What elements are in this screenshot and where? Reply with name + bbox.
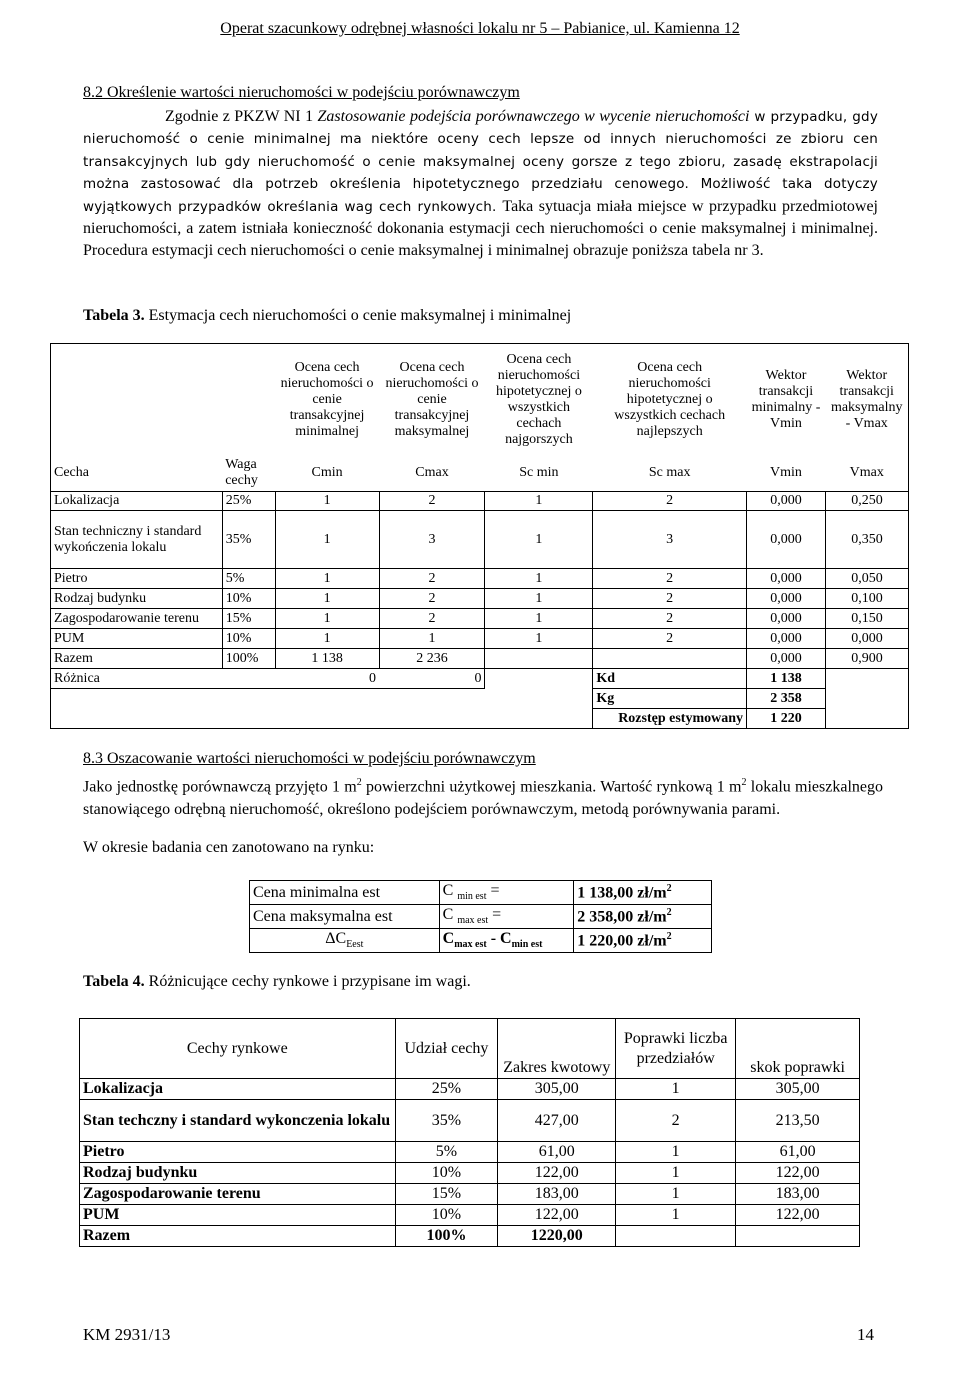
table-row: Rodzaj budynku 10% 1 2 1 2 0,000 0,100: [51, 589, 909, 609]
table-row: Zagospodarowanie terenu 15% 183,00 1 183,00: [80, 1184, 860, 1205]
paragraph-extrapolation: Zgodnie z PKZW NI 1 Zastosowanie podejścia porównawczego w wycenie nieruchomości w przypadku, gdy nieruchomość o cenie minimalnej ma niektóre oceny cech lepsze od innych nieruchomości ze zbioru cen transakcyjnych lub gdy nieruchomość o cenie maksymalnej oceny gorsze z tego zbioru, zasadę ekstrapolacji można zastosować dla potrzeb określenia hipotetycznego przedziału cenowego. Możliwość taka dotyczy wyjątkowych przypadków określania wag cech rynkowych. Taka sytuacja miała miejsce w przypadku przedmiotowej nieruchomości, a zatem istniała konieczność dokonania estymacji cech nieruchomości o cenie maksymalnej i minimalnej. Procedura estymacji cech nieruchomości o cenie maksymalnej i minimalnej obrazuje poniższa tabela nr 3.: [83, 108, 879, 260]
table-row: PUM 10% 122,00 1 122,00: [80, 1205, 860, 1226]
table-4-caption: Tabela 4. Różnicujące cechy rynkowe i przypisane im wagi.: [83, 973, 471, 990]
table-row-kg: Kg 2 358: [51, 689, 909, 709]
paragraph-unit: Jako jednostkę porównawczą przyjęto 1 $m^2$ powierzchni użytkowej mieszkania. Wartość rynkową 1 $m^2$ lokalu mieszkalnego stanowiącego odrębną nieruchomość, określono podejściem porównawczym, metodą porównywania parami.: [83, 777, 884, 818]
footer-document-id: KM 2931/13: [83, 1325, 171, 1344]
t3-waga-label: Waga cechy: [225, 457, 258, 489]
table-row: Pietro 5% 61,00 1 61,00: [80, 1142, 860, 1163]
table-row: Razem 100% 1 138 2 236 0,000 0,900: [51, 649, 909, 669]
table-4-market-features: Cechy rynkowe Udział cechy Zakres kwotowy Poprawki liczba przedziałów skok poprawki Lokalizacja 25% 305,00 1 305,00 Stan techczny i standard wykonczenia lokalu 35% 427,00 2 213,50 Pietro 5% 61,00 1 61,00 Rodzaj budynku 10% 122,00 1 122,00 Zagospodarowanie terenu 15% 183,00 1 183,00 PUM 10% 122,00 1 122,00 Razem 100% 1220,00: [79, 1018, 860, 1247]
table-row: PUM 10% 1 1 1 2 0,000 0,000: [51, 629, 909, 649]
t3-header-vmin: Wektor transakcji minimalny - Vmin: [747, 344, 826, 456]
table-row: Stan techniczny i standard wykończenia lokalu 35% 1 3 1 3 0,000 0,350: [51, 511, 909, 569]
section-heading-8-3: 8.3 Oszacowanie wartości nieruchomości w podejściu porównawczym: [83, 750, 536, 767]
t3-cecha-label: Cecha: [51, 456, 223, 492]
table-row: Stan techczny i standard wykonczenia lokalu 35% 427,00 2 213,50: [80, 1100, 860, 1142]
table-row: Zagospodarowanie terenu 15% 1 2 1 2 0,000 0,150: [51, 609, 909, 629]
table-row-rozstep: Rozstęp estymowany 1 220: [51, 709, 909, 729]
t3-header-scmax: Ocena cech nieruchomości hipotetycznej o wszystkich cechach najlepszych: [593, 344, 747, 456]
table-row: Lokalizacja 25% 305,00 1 305,00: [80, 1079, 860, 1100]
paragraph-market: W okresie badania cen zanotowano na rynku:: [83, 839, 375, 856]
footer-page-number: 14: [857, 1325, 874, 1344]
t3-header-vmax: Wektor transakcji maksymalny - Vmax: [825, 344, 908, 456]
t3-header-cmin: Ocena cech nieruchomości o cenie transakcyjnej minimalnej: [275, 344, 379, 456]
page-header: Operat szacunkowy odrębnej własności lokalu nr 5 – Pabianice, ul. Kamienna 12: [220, 20, 740, 37]
t3-header-scmin: Ocena cech nieruchomości hipotetycznej o wszystkich cechach najgorszych: [485, 344, 593, 456]
table-3-estimation: Ocena cech nieruchomości o cenie transakcyjnej minimalnej Ocena cech nieruchomości o cenie transakcyjnej maksymalnej Ocena cech nieruchomości hipotetycznej o wszystkich cechach najgorszych Ocena cech nieruchomości hipotetycznej o wszystkich cechach najlepszych Wektor transakcji minimalny - Vmin Wektor transakcji maksymalny - Vmax Cecha Waga cechy Cmin Cmax Sc min Sc max Vmin Vmax Lokalizacja 25% 1 2 1 2 0,000 0,250 Stan techniczny i standard wykończenia lokalu 35% 1 3 1 3 0,000 0,350 Pietro 5% 1 2 1 2 0,000 0,050 Rodzaj budynku 10% 1 2 1 2 0,000 0,100 Zagospodarowanie terenu 15% 1 2 1 2 0,000 0,150 PUM 10% 1 1 1 2 0,000 0,000 Razem 100% 1 138 2 236 0,000 0,900 Różnica 0 0 Kd 1 138 Kg 2 358 Rozstęp estymowany 1 220: [50, 343, 909, 729]
table-row-roznica: Różnica 0 0 Kd 1 138: [51, 669, 909, 689]
table-row: Rodzaj budynku 10% 122,00 1 122,00: [80, 1163, 860, 1184]
table-row-razem: Razem 100% 1220,00: [80, 1226, 860, 1247]
t3-header-cmax: Ocena cech nieruchomości o cenie transakcyjnej maksymalnej: [379, 344, 485, 456]
table-3-caption: Tabela 3. Estymacja cech nieruchomości o cenie maksymalnej i minimalnej: [83, 307, 572, 324]
table-row: Lokalizacja 25% 1 2 1 2 0,000 0,250: [51, 492, 909, 511]
table-price-range: Cena minimalna est C $_{min est}$ = 1 138,00 $zł/m^2$ Cena maksymalna est C $_{max est}$ = 2 358,00 $zł/m^2$ $\Delta C_{Eest}$ $C_{max est} - C_{min est}$ 1 220,00 $zł/m^2$: [249, 880, 712, 953]
section-heading-8-2: 8.2 Określenie wartości nieruchomości w podejściu porównawczym: [83, 84, 520, 101]
table-row: Pietro 5% 1 2 1 2 0,000 0,050: [51, 569, 909, 589]
